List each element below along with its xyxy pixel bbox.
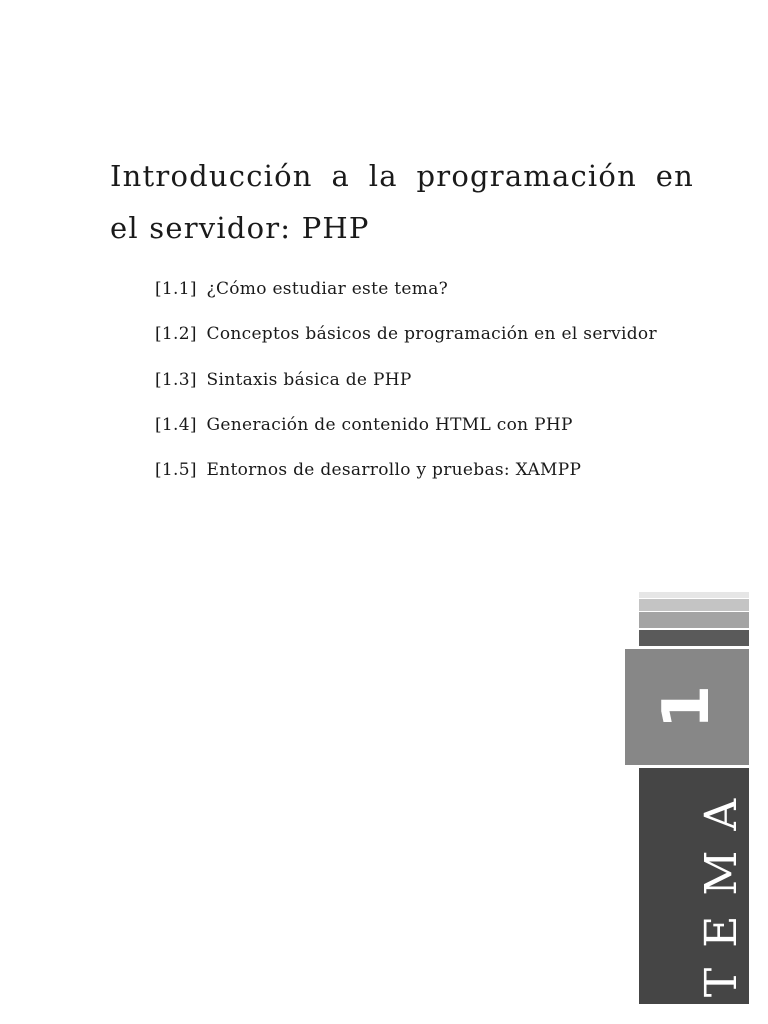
toc-item-label: Entornos de desarrollo y pruebas: XAMPP (206, 460, 582, 481)
page-title: Introducción a la programación en el servidor: PHP (110, 159, 694, 245)
toc-item (155, 414, 657, 436)
toc-item (155, 278, 657, 300)
toc-item-number: [1.2] (155, 324, 197, 345)
chapter-number-box (625, 649, 749, 765)
toc-item (155, 459, 657, 481)
toc-item (155, 369, 657, 391)
toc-item-number: [1.1] (155, 279, 197, 299)
toc-item-label: Generación de contenido HTML con PHP (206, 414, 573, 435)
decorative-stripe (639, 612, 749, 628)
chapter-label-box (639, 768, 749, 1004)
toc-item-label: ¿Cómo estudiar este tema? (206, 279, 449, 299)
toc-item-number: [1.5] (155, 460, 197, 481)
toc-item-number: [1.4] (155, 414, 197, 435)
toc-item-label: Sintaxis básica de PHP (206, 369, 412, 390)
decorative-stripe (639, 599, 749, 611)
decorative-stripe (639, 630, 749, 646)
table-of-contents (155, 278, 657, 504)
toc-item-label: Conceptos básicos de programación en el servidor (206, 324, 657, 345)
chapter-number: 1 (650, 684, 724, 730)
chapter-label: TEMA (696, 778, 747, 998)
toc-item (155, 323, 657, 345)
toc-item-number: [1.3] (155, 369, 197, 390)
decorative-stripe (639, 592, 749, 598)
